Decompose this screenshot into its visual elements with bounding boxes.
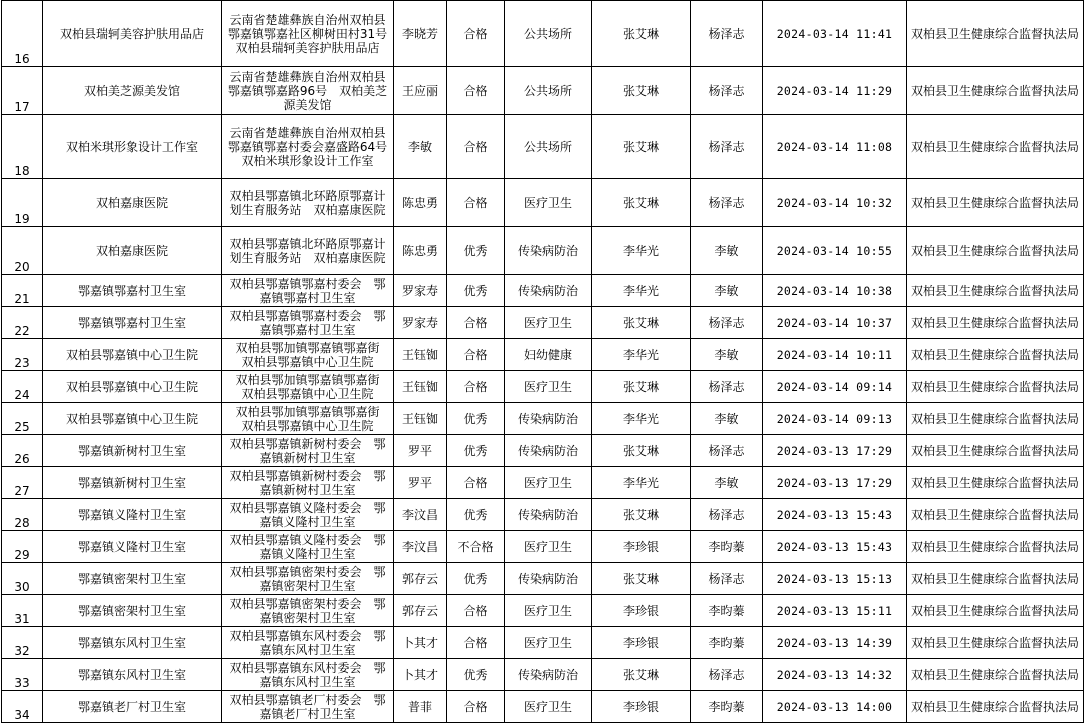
table-row [2, 499, 1084, 531]
inspection-category-cell: 医疗卫生 [505, 371, 592, 403]
inspector-1-cell: 张艾琳 [592, 67, 691, 115]
table-row [2, 403, 1084, 435]
agency-cell: 双柏县卫生健康综合监督执法局 [907, 179, 1084, 227]
row-number-cell: 34 [2, 691, 43, 723]
row-number-cell: 26 [2, 435, 43, 467]
row-number-cell: 22 [2, 307, 43, 339]
inspection-time-cell: 2024-03-14 09:13 [763, 403, 907, 435]
inspector-2-cell: 李敏 [691, 403, 763, 435]
row-number-cell: 18 [2, 115, 43, 179]
inspection-result-cell: 合格 [447, 307, 505, 339]
contact-person-cell: 李晓芳 [394, 1, 447, 67]
contact-person-cell: 郭存云 [394, 563, 447, 595]
agency-cell: 双柏县卫生健康综合监督执法局 [907, 467, 1084, 499]
address-cell: 双柏县鄂嘉镇东风村委会 鄂嘉镇东风村卫生室 [222, 627, 394, 659]
inspection-category-cell: 医疗卫生 [505, 531, 592, 563]
inspector-1-cell: 李华光 [592, 227, 691, 275]
contact-person-cell: 李敏 [394, 115, 447, 179]
inspection-time-cell: 2024-03-14 10:55 [763, 227, 907, 275]
inspection-time-cell: 2024-03-13 15:11 [763, 595, 907, 627]
inspection-result-cell: 优秀 [447, 499, 505, 531]
inspector-2-cell: 李昀蓁 [691, 595, 763, 627]
address-cell: 双柏县鄂嘉镇东风村委会 鄂嘉镇东风村卫生室 [222, 659, 394, 691]
inspection-category-cell: 医疗卫生 [505, 595, 592, 627]
inspection-time-cell: 2024-03-13 17:29 [763, 435, 907, 467]
inspection-result-cell: 合格 [447, 467, 505, 499]
agency-cell: 双柏县卫生健康综合监督执法局 [907, 115, 1084, 179]
inspector-2-cell: 李敏 [691, 339, 763, 371]
agency-cell: 双柏县卫生健康综合监督执法局 [907, 691, 1084, 723]
inspection-time-cell: 2024-03-14 11:41 [763, 1, 907, 67]
row-number-cell: 21 [2, 275, 43, 307]
contact-person-cell: 普菲 [394, 691, 447, 723]
inspector-1-cell: 张艾琳 [592, 435, 691, 467]
agency-cell: 双柏县卫生健康综合监督执法局 [907, 403, 1084, 435]
contact-person-cell: 王应丽 [394, 67, 447, 115]
inspector-1-cell: 李华光 [592, 275, 691, 307]
facility-name-cell: 双柏米琪形象设计工作室 [43, 115, 222, 179]
table-row [2, 659, 1084, 691]
agency-cell: 双柏县卫生健康综合监督执法局 [907, 1, 1084, 67]
row-number-cell: 20 [2, 227, 43, 275]
inspection-category-cell: 传染病防治 [505, 435, 592, 467]
facility-name-cell: 鄂嘉镇东风村卫生室 [43, 627, 222, 659]
agency-cell: 双柏县卫生健康综合监督执法局 [907, 627, 1084, 659]
table-row [2, 307, 1084, 339]
inspection-time-cell: 2024-03-14 11:29 [763, 67, 907, 115]
address-cell: 云南省楚雄彝族自治州双柏县鄂嘉镇鄂嘉村委会嘉盛路64号 双柏米琪形象设计工作室 [222, 115, 394, 179]
inspector-1-cell: 李珍银 [592, 595, 691, 627]
address-cell: 云南省楚雄彝族自治州双柏县鄂嘉镇鄂嘉路96号 双柏美芝源美发馆 [222, 67, 394, 115]
agency-cell: 双柏县卫生健康综合监督执法局 [907, 499, 1084, 531]
contact-person-cell: 王钰铷 [394, 403, 447, 435]
address-cell: 双柏县鄂嘉镇老厂村委会 鄂嘉镇老厂村卫生室 [222, 691, 394, 723]
row-number-cell: 16 [2, 1, 43, 67]
inspector-2-cell: 杨泽志 [691, 307, 763, 339]
inspection-category-cell: 传染病防治 [505, 499, 592, 531]
inspector-2-cell: 杨泽志 [691, 659, 763, 691]
inspection-category-cell: 公共场所 [505, 67, 592, 115]
inspection-time-cell: 2024-03-14 09:14 [763, 371, 907, 403]
table-row [2, 1, 1084, 67]
table-row [2, 595, 1084, 627]
inspector-2-cell: 杨泽志 [691, 67, 763, 115]
inspection-category-cell: 医疗卫生 [505, 179, 592, 227]
inspection-result-cell: 优秀 [447, 275, 505, 307]
address-cell: 双柏县鄂嘉镇义隆村委会 鄂嘉镇义隆村卫生室 [222, 531, 394, 563]
inspection-result-cell: 优秀 [447, 563, 505, 595]
inspection-result-cell: 合格 [447, 339, 505, 371]
inspection-result-cell: 优秀 [447, 659, 505, 691]
inspection-result-cell: 优秀 [447, 435, 505, 467]
address-cell: 双柏县鄂嘉镇义隆村委会 鄂嘉镇义隆村卫生室 [222, 499, 394, 531]
inspection-result-cell: 不合格 [447, 531, 505, 563]
facility-name-cell: 双柏县鄂嘉镇中心卫生院 [43, 403, 222, 435]
inspector-1-cell: 张艾琳 [592, 659, 691, 691]
contact-person-cell: 陈忠勇 [394, 179, 447, 227]
row-number-cell: 28 [2, 499, 43, 531]
contact-person-cell: 王钰铷 [394, 371, 447, 403]
agency-cell: 双柏县卫生健康综合监督执法局 [907, 659, 1084, 691]
facility-name-cell: 鄂嘉镇义隆村卫生室 [43, 531, 222, 563]
address-cell: 双柏县鄂嘉镇新树村委会 鄂嘉镇新树村卫生室 [222, 467, 394, 499]
facility-name-cell: 鄂嘉镇鄂嘉村卫生室 [43, 307, 222, 339]
address-cell: 双柏县鄂嘉镇密架村委会 鄂嘉镇密架村卫生室 [222, 595, 394, 627]
inspector-1-cell: 张艾琳 [592, 179, 691, 227]
inspector-2-cell: 李敏 [691, 227, 763, 275]
inspection-result-cell: 合格 [447, 627, 505, 659]
contact-person-cell: 罗平 [394, 467, 447, 499]
inspector-2-cell: 杨泽志 [691, 563, 763, 595]
inspector-1-cell: 李华光 [592, 403, 691, 435]
inspector-2-cell: 李敏 [691, 275, 763, 307]
inspector-2-cell: 李昀蓁 [691, 691, 763, 723]
inspector-1-cell: 李珍银 [592, 531, 691, 563]
facility-name-cell: 双柏县瑞轲美容护肤用品店 [43, 1, 222, 67]
table-row [2, 115, 1084, 179]
agency-cell: 双柏县卫生健康综合监督执法局 [907, 563, 1084, 595]
inspection-category-cell: 医疗卫生 [505, 691, 592, 723]
inspector-1-cell: 李华光 [592, 339, 691, 371]
inspector-2-cell: 杨泽志 [691, 435, 763, 467]
inspection-time-cell: 2024-03-14 10:37 [763, 307, 907, 339]
address-cell: 双柏县鄂加镇鄂嘉镇鄂嘉街 双柏县鄂嘉镇中心卫生院 [222, 371, 394, 403]
inspection-time-cell: 2024-03-13 14:32 [763, 659, 907, 691]
row-number-cell: 32 [2, 627, 43, 659]
agency-cell: 双柏县卫生健康综合监督执法局 [907, 371, 1084, 403]
inspection-time-cell: 2024-03-14 10:11 [763, 339, 907, 371]
inspection-time-cell: 2024-03-13 15:13 [763, 563, 907, 595]
inspector-1-cell: 张艾琳 [592, 1, 691, 67]
inspection-time-cell: 2024-03-14 10:38 [763, 275, 907, 307]
contact-person-cell: 罗平 [394, 435, 447, 467]
inspection-category-cell: 公共场所 [505, 1, 592, 67]
address-cell: 双柏县鄂嘉镇新树村委会 鄂嘉镇新树村卫生室 [222, 435, 394, 467]
inspector-2-cell: 杨泽志 [691, 115, 763, 179]
inspector-1-cell: 张艾琳 [592, 371, 691, 403]
inspection-result-cell: 合格 [447, 1, 505, 67]
row-number-cell: 29 [2, 531, 43, 563]
table-row [2, 227, 1084, 275]
contact-person-cell: 郭存云 [394, 595, 447, 627]
contact-person-cell: 卜其才 [394, 659, 447, 691]
table-row [2, 339, 1084, 371]
table-body [2, 1, 1084, 723]
contact-person-cell: 李汶昌 [394, 499, 447, 531]
inspection-category-cell: 妇幼健康 [505, 339, 592, 371]
inspection-time-cell: 2024-03-13 15:43 [763, 531, 907, 563]
contact-person-cell: 卜其才 [394, 627, 447, 659]
table-row [2, 691, 1084, 723]
table-row [2, 531, 1084, 563]
agency-cell: 双柏县卫生健康综合监督执法局 [907, 275, 1084, 307]
inspector-2-cell: 杨泽志 [691, 371, 763, 403]
inspection-time-cell: 2024-03-13 14:39 [763, 627, 907, 659]
table-row [2, 435, 1084, 467]
inspection-records-table [1, 0, 1084, 723]
row-number-cell: 33 [2, 659, 43, 691]
facility-name-cell: 鄂嘉镇义隆村卫生室 [43, 499, 222, 531]
table-row [2, 67, 1084, 115]
inspection-result-cell: 合格 [447, 595, 505, 627]
address-cell: 双柏县鄂嘉镇鄂嘉村委会 鄂嘉镇鄂嘉村卫生室 [222, 275, 394, 307]
agency-cell: 双柏县卫生健康综合监督执法局 [907, 595, 1084, 627]
row-number-cell: 24 [2, 371, 43, 403]
inspector-1-cell: 张艾琳 [592, 307, 691, 339]
facility-name-cell: 鄂嘉镇新树村卫生室 [43, 435, 222, 467]
facility-name-cell: 鄂嘉镇鄂嘉村卫生室 [43, 275, 222, 307]
inspection-category-cell: 传染病防治 [505, 403, 592, 435]
contact-person-cell: 李汶昌 [394, 531, 447, 563]
inspection-result-cell: 优秀 [447, 227, 505, 275]
inspection-result-cell: 合格 [447, 67, 505, 115]
address-cell: 双柏县鄂嘉镇鄂嘉村委会 鄂嘉镇鄂嘉村卫生室 [222, 307, 394, 339]
inspector-1-cell: 张艾琳 [592, 499, 691, 531]
agency-cell: 双柏县卫生健康综合监督执法局 [907, 435, 1084, 467]
row-number-cell: 19 [2, 179, 43, 227]
inspection-category-cell: 传染病防治 [505, 659, 592, 691]
contact-person-cell: 王钰铷 [394, 339, 447, 371]
row-number-cell: 30 [2, 563, 43, 595]
inspection-category-cell: 传染病防治 [505, 227, 592, 275]
address-cell: 双柏县鄂嘉镇密架村委会 鄂嘉镇密架村卫生室 [222, 563, 394, 595]
table-row [2, 563, 1084, 595]
inspector-2-cell: 李昀蓁 [691, 627, 763, 659]
table-row [2, 179, 1084, 227]
inspector-2-cell: 李昀蓁 [691, 531, 763, 563]
facility-name-cell: 双柏县鄂嘉镇中心卫生院 [43, 371, 222, 403]
address-cell: 双柏县鄂嘉镇北环路原鄂嘉计划生育服务站 双柏嘉康医院 [222, 227, 394, 275]
facility-name-cell: 双柏嘉康医院 [43, 227, 222, 275]
facility-name-cell: 鄂嘉镇东风村卫生室 [43, 659, 222, 691]
inspector-1-cell: 李华光 [592, 467, 691, 499]
inspection-category-cell: 医疗卫生 [505, 467, 592, 499]
row-number-cell: 23 [2, 339, 43, 371]
facility-name-cell: 双柏美芝源美发馆 [43, 67, 222, 115]
inspection-category-cell: 公共场所 [505, 115, 592, 179]
inspector-2-cell: 杨泽志 [691, 499, 763, 531]
agency-cell: 双柏县卫生健康综合监督执法局 [907, 227, 1084, 275]
inspection-time-cell: 2024-03-13 15:43 [763, 499, 907, 531]
inspector-1-cell: 张艾琳 [592, 563, 691, 595]
inspector-2-cell: 杨泽志 [691, 1, 763, 67]
address-cell: 双柏县鄂嘉镇北环路原鄂嘉计划生育服务站 双柏嘉康医院 [222, 179, 394, 227]
table-row [2, 627, 1084, 659]
address-cell: 双柏县鄂加镇鄂嘉镇鄂嘉街 双柏县鄂嘉镇中心卫生院 [222, 339, 394, 371]
contact-person-cell: 罗家寿 [394, 307, 447, 339]
inspector-1-cell: 张艾琳 [592, 115, 691, 179]
inspection-result-cell: 合格 [447, 115, 505, 179]
inspector-2-cell: 李敏 [691, 467, 763, 499]
inspection-category-cell: 医疗卫生 [505, 627, 592, 659]
table-row [2, 275, 1084, 307]
inspection-result-cell: 合格 [447, 371, 505, 403]
facility-name-cell: 鄂嘉镇密架村卫生室 [43, 563, 222, 595]
contact-person-cell: 罗家寿 [394, 275, 447, 307]
inspection-time-cell: 2024-03-14 11:08 [763, 115, 907, 179]
inspection-time-cell: 2024-03-13 14:00 [763, 691, 907, 723]
inspection-category-cell: 传染病防治 [505, 275, 592, 307]
facility-name-cell: 鄂嘉镇密架村卫生室 [43, 595, 222, 627]
agency-cell: 双柏县卫生健康综合监督执法局 [907, 339, 1084, 371]
address-cell: 双柏县鄂加镇鄂嘉镇鄂嘉街 双柏县鄂嘉镇中心卫生院 [222, 403, 394, 435]
inspector-1-cell: 李珍银 [592, 691, 691, 723]
address-cell: 云南省楚雄彝族自治州双柏县鄂嘉镇鄂嘉社区柳树田村31号 双柏县瑞轲美容护肤用品店 [222, 1, 394, 67]
row-number-cell: 17 [2, 67, 43, 115]
inspection-result-cell: 合格 [447, 179, 505, 227]
table-row [2, 371, 1084, 403]
inspection-category-cell: 医疗卫生 [505, 307, 592, 339]
inspection-result-cell: 优秀 [447, 403, 505, 435]
facility-name-cell: 鄂嘉镇老厂村卫生室 [43, 691, 222, 723]
inspector-2-cell: 杨泽志 [691, 179, 763, 227]
facility-name-cell: 双柏嘉康医院 [43, 179, 222, 227]
facility-name-cell: 鄂嘉镇新树村卫生室 [43, 467, 222, 499]
facility-name-cell: 双柏县鄂嘉镇中心卫生院 [43, 339, 222, 371]
inspection-category-cell: 传染病防治 [505, 563, 592, 595]
row-number-cell: 25 [2, 403, 43, 435]
row-number-cell: 27 [2, 467, 43, 499]
row-number-cell: 31 [2, 595, 43, 627]
agency-cell: 双柏县卫生健康综合监督执法局 [907, 67, 1084, 115]
agency-cell: 双柏县卫生健康综合监督执法局 [907, 531, 1084, 563]
inspector-1-cell: 李珍银 [592, 627, 691, 659]
contact-person-cell: 陈忠勇 [394, 227, 447, 275]
inspection-time-cell: 2024-03-14 10:32 [763, 179, 907, 227]
inspection-result-cell: 合格 [447, 691, 505, 723]
inspection-time-cell: 2024-03-13 17:29 [763, 467, 907, 499]
agency-cell: 双柏县卫生健康综合监督执法局 [907, 307, 1084, 339]
table-row [2, 467, 1084, 499]
